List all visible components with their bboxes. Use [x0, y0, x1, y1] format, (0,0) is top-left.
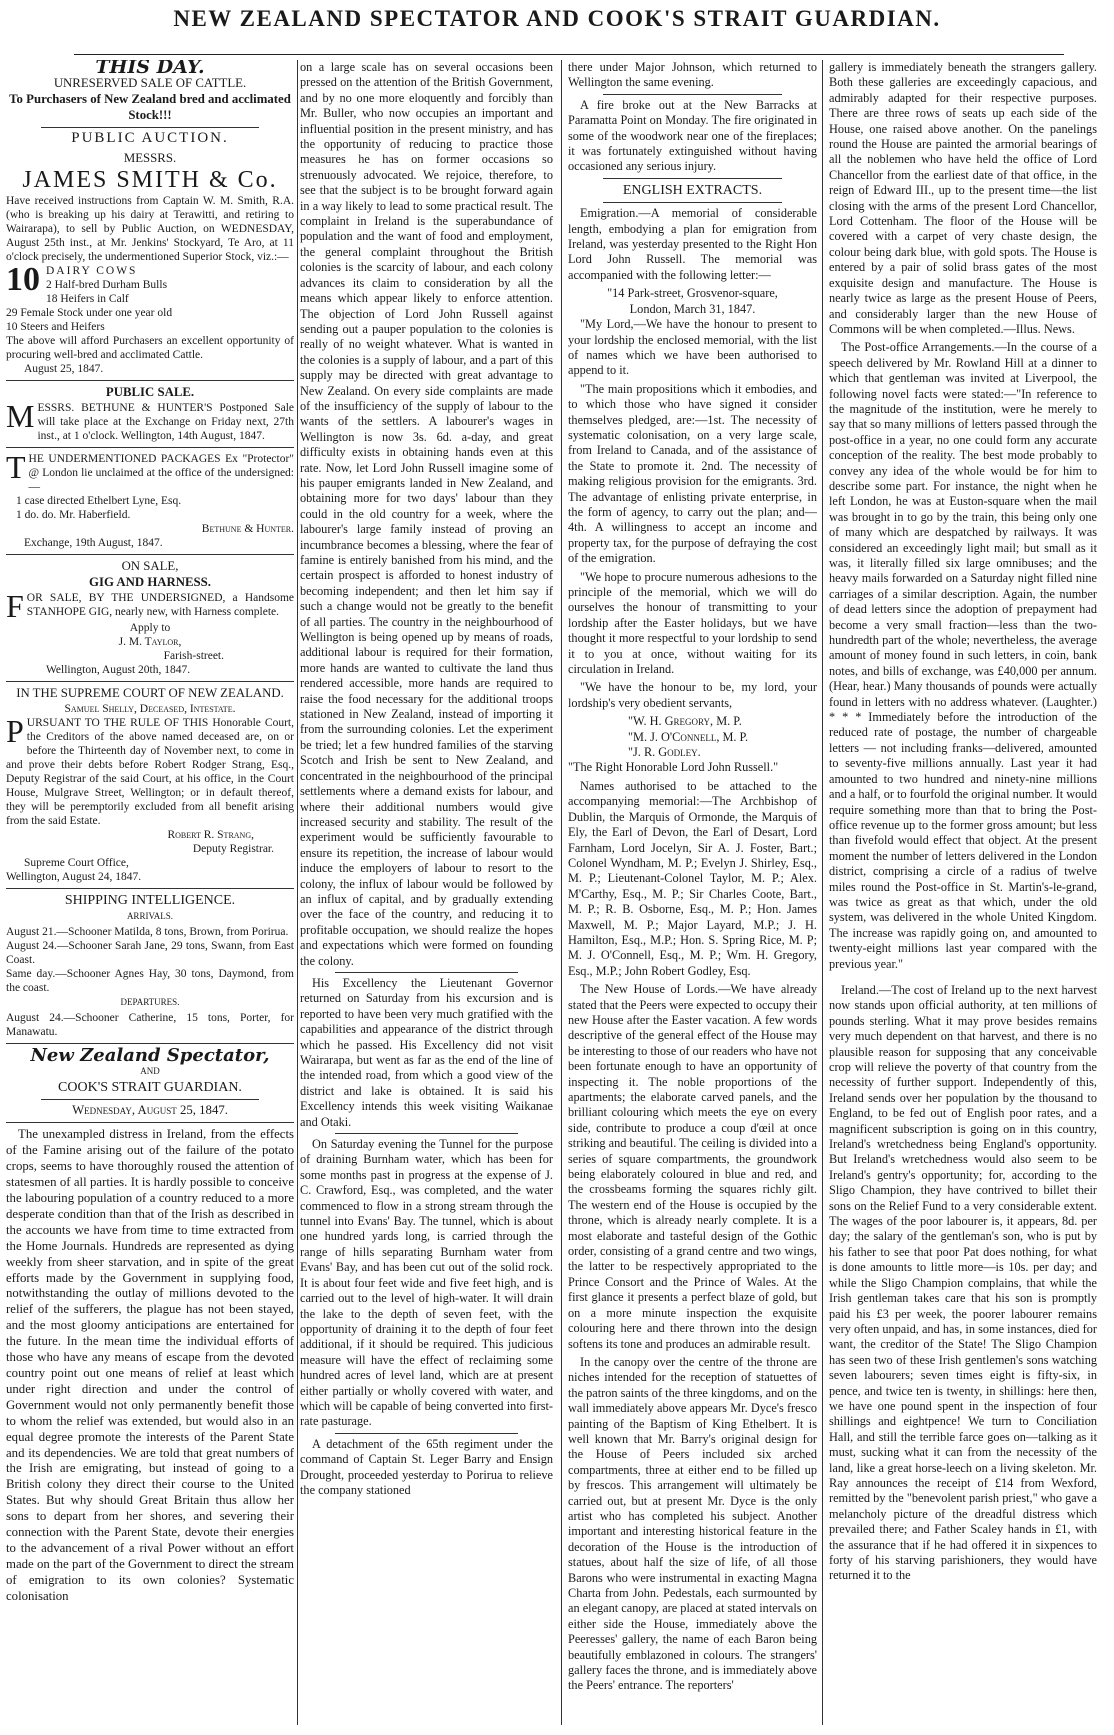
article-paragraph: In the canopy over the centre of the throne are niches intended for the reception of statuettes of the patron saints of the three kingdoms, and on the wall immediately above appears Mr. Dyce's fresco painting of the Baptism of King Ethelbert. It is well known that Mr. Barry's original design for the House of Peers included six arched compartments, three at either end to be filled up by frescos. This arrangement will ultimately be carried out, but at present Mr. Dyce is the only artist who has completed his subject. Another important and interesting historical feature in the decoration of the House is the introduction of statues, about half the size of life, of all those Barons who were instrumental in exacting Magna Charta from John. Pedestals, each surmounted by an elegant canopy, are placed at stated intervals on either side the House, immediately above the Peeresses' gallery, the name of each Baron being beautifully emblazoned in colours. The strangers' gallery faces the throne, and is immediately above the Peers' entrance. The reporters' — [568, 1354, 817, 1693]
auction-closing: The above will afford Purchasers an excellent opportunity of procuring well-bred and acclimated Cattle. — [6, 335, 294, 362]
apply-line: Apply to — [129, 622, 171, 635]
divider — [603, 178, 782, 179]
letter-address: London, March 31, 1847. — [629, 301, 756, 316]
auctioneer-name: JAMES SMITH & Co. — [22, 167, 278, 194]
divider — [6, 447, 294, 448]
packages-signature: Bethune & Hunter. — [201, 523, 294, 536]
gig-signature: J. M. Taylor, — [118, 636, 182, 649]
paper-title: New Zealand Spectator, — [30, 1044, 270, 1066]
article-paragraph: Emigration.—A memorial of considerable length, embodying a plan for emigration from Ireland, was yesterday presented to the Right Hon Lord John Russell. The memorial was accompanied with the following letter:— — [568, 206, 817, 282]
bethune-notice — [6, 398, 294, 443]
arrival-entry: August 24.—Schooner Sarah Jane, 29 tons, Swann, from East Coast. — [6, 939, 294, 966]
paper-and: AND — [140, 1065, 160, 1076]
column-2 — [300, 60, 553, 1725]
divider — [6, 1043, 294, 1044]
auction-notice: Have received instructions from Captain W. M. Smith, R.A. (who is breaking up his dairy at Terawitti, and retiring to Wairarapa), to sell by Public Auction, on WEDNESDAY, August 25th inst., at Mr. Jenkins' Stockyard, Te Aro, at 11 o'clock precisely, the undermentioned Superior Stock, viz.:— — [6, 195, 294, 264]
gig-heading: GIG AND HARNESS. — [89, 575, 211, 590]
column-3 — [568, 60, 817, 1725]
editorial-paragraph: The unexampled distress in Ireland, from the effects of the Famine arising out of the failure of the potato crops, seems to have thoroughly roused the attention of statesmen of all parties. It is hardly possible to conceive the labouring population of a country reduced to a more desperate condition than that of the Irish as described in the accounts we have from time to time extracted from the Home Journals. Hundreds are represented as dying weekly from sheer starvation, and in spite of the great efforts made by the Government in supplying food, notwithstanding the outlay of millions devoted to the relief of the sufferers, the plague has not been stayed, and the most gloomy anticipations are entertained for the future. In the mean time the individual efforts of those who have any means of escape from the devoted country point out one means of relief at least which under right direction and under the control of Government would not only permanently benefit those to whom the relief was extended, but would also in an equal degree promote the interests of the Parent State and its dependencies. We are told that great numbers of the Irish are emigrating, but instead of going to a British colony they direct their course to the United States. But why should Great Britain thus allow her sons to depart from her shores, and severing their connection with the Parent State, devote their energies to the advancement of a rival Power without an effort made on the part of the Government to direct the stream of emigration to its own colonies? Systematic colonisation — [6, 1127, 294, 1603]
article-paragraph: A detachment of the 65th regiment under the command of Captain St. Leger Barry and Ensign Drought, proceeded yesterday to Porirua to relieve the company stationed — [300, 1436, 553, 1497]
column-divider — [561, 60, 562, 1725]
court-date: Wellington, August 24, 1847. — [6, 871, 142, 884]
arrival-entry: August 21.—Schooner Matilda, 8 tons, Brown, from Porirua. — [6, 925, 289, 938]
divider — [335, 1433, 518, 1434]
public-sale-heading: PUBLIC SALE. — [105, 385, 195, 400]
article-paragraph: gallery is immediately beneath the strangers gallery. Both these galleries are exceedingly capacious, and admirably adapted for their respective purposes. There are three rows of seats up each side of the House, one raised above another. On the panelings round the House are painted the armorial bearings of all the noblemen who have held the office of Lord Chancellor from the earliest date of that office, in the reign of Edward III., up to the present time—the list closing with the arms of the present Lord Chancellor, Lord Cottenham. The floor of the House will be covered with a carpet of very chaste design, the colour being dark blue, with gold spots. The House is entered by a pair of solid brass gates of the most exquisite design and manufacture. The House is nearly twice as large as the present House of Peers, and considerably larger than the new House of Commons will be when completed.—Illus. News. — [829, 60, 1097, 336]
court-text: URSUANT TO THE RULE OF THIS Honorable Court, the Creditors of the above named deceased are, on or before the Thirteenth day of November next, to come in and prove their debts before Robert Rodger Strang, Esq., Deputy Registrar of the said Court, at his office, in the Court House, Mulgrave Street, Wellington; or in default thereof, they will be peremptorily excluded from all benefit arising from the said Estate. — [6, 717, 294, 828]
court-signature-title: Deputy Registrar. — [192, 843, 274, 856]
issue-date: Wednesday, August 25, 1847. — [72, 1102, 228, 1117]
divider — [6, 554, 294, 555]
article-paragraph: His Excellency the Lieutenant Governor returned on Saturday from his excursion and is reported to have been very much gratified with the capabilities and appearance of the district through which he passed. His Excellency did not visit Wairarapa, but went as far as the end of the line of the intended road, from which a good view of the district and lake is obtained. It is said his Excellency intends this week visiting Waikanae and Otaki. — [300, 975, 553, 1129]
column-divider — [297, 60, 298, 1725]
stock-item: 18 Heifers in Calf — [46, 293, 129, 306]
divider — [603, 202, 782, 203]
article-paragraph: "We hope to procure numerous adhesions to the principle of the memorial, which we will do ourselves the honour of transmitting to your lordship after the Easter holidays, but we have thought it more respectful to your lordship to send it to you at once, without waiting for its circulation in Ireland. — [568, 569, 817, 677]
column-divider — [822, 60, 823, 1725]
cattle-sale-title: UNRESERVED SALE OF CATTLE. — [53, 75, 247, 90]
divider — [6, 380, 294, 381]
article-paragraph: The New House of Lords.—We have already stated that the Peers were expected to occupy their new House after the Easter vacation. A few words descriptive of the general effect of the House may be interesting to those of our readers who have not been fortunate enough to have an opportunity of inspecting it. The noble proportions of the apartments; the elaborate carved panels, and the brilliant colouring which meets the eye on every side, contribute to produce a coup d'œil at once striking and beautiful. The ceiling is divided into a series of square compartments, the groundwork being elaborately coloured in blue and red, and the crossbeams forming the squares richly gilt. The western end of the House is occupied by the throne, which is already nearly complete. It is a most elaborate and tasteful design of the Gothic order, consisting of a grand centre and two wings, the latter to be respectively appropriated to the Prince Consort and the Prince of Wales. At the first glance it presents a perfect blaze of gold, but on a more minute inspection the exquisite colouring here and there thrown into the design softens its tone and produces an admirable result. — [568, 982, 817, 1351]
divider — [6, 681, 294, 682]
departures-heading: DEPARTURES. — [120, 996, 180, 1007]
shipping-heading: SHIPPING INTELLIGENCE. — [64, 893, 236, 909]
gig-notice — [6, 588, 294, 625]
article-paragraph: on a large scale has on several occasions been pressed on the attention of the British Government, and by no one more eloquently and forcibly than Mr. Buller, who now occupies an important and influential position in the present ministry, and has the opportunity of reducing to practice those measures he has on former occasions so strenuously advocated. We rejoice, therefore, to see that the subject is to be brought forward again in a way likely to lead to some practical result. The complaint in Ireland is the superabundance of population and the want of food and employment, the general complaint throughout the British colonies is the scarcity of labour, and each colony advances its claim to consideration by all the means which appear likely to enforce attention. The objection of Lord John Russell against sending out a pauper population to the colonies is really of no weight whatever. What is wanted in the colonies is a supply of labour, and a part of this supply may be directed with great advantage to New Zealand. On every side complaints are made of the insufficiency of the supply of labour to the wants of the settlers. A labourer's wages in Wellington is now 3s. 6d. a-day, and great difficulty exists in obtaining hands even at this rate. Now, let Lord John Russell imagine some of his pauper emigrants landed in New Zealand, and obtaining more for two days' labour than they could in the old country for a week, where the labourer's large family instead of proving an incumbrance becomes a blessing, where the fear of famine is entirely banished from his mind, and the certain prospect is afforded to honest industry of becoming independent; and then let him say if such a change would not be greatly to the benefit of all parties. The country in the neighbourhood of Wellington is being opened up by means of roads, additional labour is required for their formation, more hands are wanted to cultivate the land thus rendered accessible, more hands are required to raise the food necessary for the additional troops stationed in New Zealand, instead of importing it from the surrounding colonies. Let the experiment be tried; let a few hundred families of the starving Scotch and Irish be sent to New Zealand, and concentrated in the neighbourhood of the principal settlements where a demand exists for labour, and where their additional numbers would give increased security and stability. The result of the experiment would be sufficiently favourable to ensure its repetition, the increase of labour would induce the employers of labour to resort to the colony, the influx of labour would be followed by an influx of capital, and by gradually extending over the face of the country, and reducing it to profitable occupation, we should realize the hopes and expectations which were formed on founding the colony. — [300, 60, 553, 968]
bethune-text: ESSRS. BETHUNE & HUNTER'S Postponed Sale will take place at the Exchange on Friday next, 27th inst., at 1 o'clock. Wellington, 14th August, 1847. — [37, 402, 294, 443]
arrival-entry: Same day.—Schooner Agnes Hay, 30 tons, Daymond, from the coast. — [6, 967, 294, 994]
stock-list — [6, 261, 294, 334]
estate-line: Samuel Shelly, Deceased, Intestate. — [64, 703, 236, 716]
drop-cap: T — [6, 449, 26, 486]
gig-date: Wellington, August 20th, 1847. — [46, 664, 191, 677]
court-notice — [6, 713, 294, 828]
departure-entry: August 24.—Schooner Catherine, 15 tons, Porter, for Manawatu. — [6, 1011, 294, 1038]
article-paragraph: On Saturday evening the Tunnel for the purpose of draining Burnham water, which has been for some months past in progress at the expense of J. C. Crawford, Esq., was completed, and the water commenced to flow in a strong stream through the tunnel into Evans' Bay. The tunnel, which is about one hundred yards long, is carried through the range of hills separating Burnham water from Evans' Bay, and has been cut out of the solid rock. It is about four feet wide and five feet high, and is carried out to the level of high-water. It will drain the lake to the depth of seven feet, with the opportunity of draining it to the depth of four feet additional, if it should be required. This judicious measure will have the effect of reclaiming some hundred acres of level land, which are at present either partially or wholly covered with water, and which will be capable of being converted into first-rate pasturage. — [300, 1137, 553, 1429]
paper-subtitle: COOK'S STRAIT GUARDIAN. — [58, 1079, 242, 1095]
stock-count: 10 — [6, 261, 40, 299]
letter-signature: "W. H. Gregory, M. P. — [628, 714, 742, 729]
stock-item: 29 Female Stock under one year old — [6, 307, 173, 320]
stock-item: DAIRY COWS — [46, 265, 138, 278]
article-paragraph: A fire broke out at the New Barracks at Paramatta Point on Monday. The fire originated in some of the woodwork near one of the fireplaces; it was fortunately extinguished without having occasioned any serious injury. — [568, 97, 817, 174]
article-paragraph: Names authorised to be attached to the accompanying memorial:—The Archbishop of Dublin, the Marquis of Ormonde, the Marquis of Ely, the Earl of Devon, the Earl of Desart, Lord Farnham, Lord Jocelyn, Sir A. J. Foster, Bart.; Colonel Wyndham, M. P.; Evelyn J. Shirley, Esq., M. P.; Lieutenant-Colonel Taylor, M. P.; Alex. M'Carthy, Esq., M. P.; Sir Charles Coote, Bart., M. P.; R. B. Osborne, Esq., M. P.; Hon. James Maxwell, M. P.; Major Layard, M.P.; J. H. Hamilton, Esq., M.P.; Hon. S. Spring Rice, M. P; M. J. O'Connell, Esq., M. P.; Wm. H. Gregory, Esq., M.P.; John Robert Godley, Esq. — [568, 778, 817, 978]
drop-cap: F — [6, 588, 24, 625]
drop-cap: P — [6, 713, 24, 750]
article-paragraph: "My Lord,—We have the honour to present to your lordship the enclosed memorial, with the list of names which we have been authorised to append to it. — [568, 317, 817, 378]
divider — [6, 888, 294, 889]
column-4 — [829, 60, 1097, 1725]
package-item: 1 do. do. Mr. Haberfield. — [16, 509, 131, 522]
divider — [335, 972, 518, 973]
letter-signature: "J. R. Godley. — [628, 745, 701, 760]
drop-cap: M — [6, 398, 35, 435]
divider — [41, 127, 259, 128]
divider — [335, 1133, 518, 1134]
this-day-heading: THIS DAY. — [95, 60, 205, 78]
package-item: 1 case directed Ethelbert Lyne, Esq. — [16, 495, 182, 508]
gig-address: Farish-street. — [163, 650, 224, 663]
public-auction-heading: PUBLIC AUCTION. — [71, 129, 229, 146]
arrivals-heading: ARRIVALS. — [126, 910, 174, 921]
column-1 — [6, 60, 294, 1725]
divider — [603, 94, 782, 95]
divider — [41, 1099, 259, 1100]
article-paragraph: there under Major Johnson, which returned to Wellington the same evening. — [568, 60, 817, 90]
court-office: Supreme Court Office, — [24, 857, 129, 870]
article-paragraph: The Post-office Arrangements.—In the course of a speech delivered by Mr. Rowland Hill at a dinner to which that gentleman was invited at Liverpool, the following novel facts were stated:—"In reference to the magnitude of the institution, were he merely to say that so many millions of letters passed through the post-office in a year, no one could form any accurate conception of the reality. The best mode probably to convey any idea of the whole would be for him to describe some part. For instance, the night when he left London, he was at Euston-square when the mail was brought in to go by the train, this being only one of many which are despatched by railways. It was considered an exceedingly light mail; but small as it was, it literally filled six large omnibuses; and the heavy mails forwarded on a Saturday night filled nine carriages of a similar description. Again, the number of dead letters since the adoption of prepayment had become a very small fraction—less than the two-hundredth part of the whole; nevertheless, the average amount of money found in such letters, in coin, bank notes, and bills of exchange, was £40,000 per annum. (Hear, hear.) Many thousands of pounds were actually found in letters with no address whatever. (Laughter.) * * * Immediately before the introduction of the reduced rate of postage, the number of chargeable letters — not including franks—delivered, amounted to seventy-five millions annually. Last year it had amounted to two hundred and ninety-nine millions and a half, or to fourfold the original number. It would require something more than that to bring the Post-office revenue up to the former gross amount; but less than fivefold would effect that object. At the present moment the number of letters delivered in the London district, comprising a circle of a radius of twelve miles round the Post-office in St. Martin's-le-grand, was twice as great as that which, under the old system, was delivered in the whole United Kingdom. The increase was rapidly going on, and amounted to twenty-eight millions last year compared with the previous year." — [829, 340, 1097, 971]
article-paragraph: "The main propositions which it embodies, and to which those who have signed it consider themselves pledged, are:—1st. The necessity of systematic colonisation, on a very large scale, from Ireland to Canada, and of the assistance of the State to promote it. 2nd. The necessity of making religious provision for the emigrants. 3rd. The advantage of enlisting private enterprise, in the form of agency, to carry out the plan; and—4th. A willingness to accept an income and property tax, for the purpose of defraying the cost of the emigration. — [568, 381, 817, 566]
court-heading: IN THE SUPREME COURT OF NEW ZEALAND. — [16, 686, 284, 701]
masthead-rule — [74, 54, 1064, 55]
stock-item: 2 Half-bred Durham Bulls — [46, 279, 168, 292]
article-paragraph: "The Right Honorable Lord John Russell." — [568, 760, 779, 775]
messrs-line: MESSRS. — [123, 150, 177, 165]
packages-text: HE UNDERMENTIONED PACKAGES Ex "Protector" @ London lie unclaimed at the office of the undersigned:— — [28, 453, 294, 494]
spacer — [829, 975, 1097, 983]
article-paragraph: "We have the honour to be, my lord, your lordship's very obedient servants, — [568, 680, 817, 710]
purchasers-line: To Purchasers of New Zealand bred and acclimated Stock!!! — [9, 91, 291, 122]
packages-notice — [6, 449, 294, 494]
section-heading: ENGLISH EXTRACTS. — [622, 182, 763, 198]
divider — [6, 1122, 294, 1123]
court-signature: Robert R. Strang, — [167, 829, 254, 842]
letter-address: "14 Park-street, Grosvenor-square, — [607, 286, 778, 301]
on-sale-heading: ON SALE, — [121, 559, 179, 574]
packages-date: Exchange, 19th August, 1847. — [24, 537, 163, 550]
stock-item: 10 Steers and Heifers — [6, 321, 105, 334]
letter-signature: "M. J. O'Connell, M. P. — [628, 729, 749, 744]
auction-date: August 25, 1847. — [24, 363, 104, 376]
article-paragraph: Ireland.—The cost of Ireland up to the next harvest now stands upon official authority, at ten millions of pounds sterling. What it may prove besides remains very much dependent on that harvest, and there is no plausible reason for supposing that any conceivable crop will relieve the poverty of that country from the necessity of further support. Independently of this, Ireland sends over her population by the thousand to England, to be fed out of English poor rates, and a magnificent subscription is going on in this country, Ireland's wretchedness being England's opportunity. But Ireland's wretchedness would also seem to be Ireland's gentry's opportunity; for, according to the Sligo Champion, they have contrived to billet their sons on the Relief Fund to a very considerable extent. The wages of the poor labourer is, it appears, 8d. per day; the salary of the gentleman's son, who is put by his father to see that poor Pat does nothing, for what is done amounts to little more—is 10s. per day; and while the Sligo Champion complains, that while the Irish gentleman takes care that his son is promptly paid his £3 per week, the poorer labourer remains very often unpaid, and has, in some instances, died for want, the creditor of the State! The Sligo Champion has seen two of these Irish gentlemen's sons watching seven labourers; seven times eight is fifty-six, in pence, and twice ten is twenty, in shillings: here then, we have one pound spent in the inspection of four shillings and eightpence! We turn to Conciliation Hall, and still the terrible farce goes on—talking as it must, sucking what it can from the necessity of the land, like a great horse-leech on a living skeleton. Mr. Ray announces the receipt of £14 from Wexford, remitted by the "benevolent parish priest," who gave a melancholy picture of the dreadful distress which prevailed there; and Father Scaley hands in £1, with the assurance that if he had offered it in sixpences to forty of his starving parishioners, they would have returned it to the — [829, 982, 1097, 1583]
gig-text: OR SALE, BY THE UNDERSIGNED, a Handsome STANHOPE GIG, nearly new, with Harness complete. — [26, 592, 294, 619]
masthead: NEW ZEALAND SPECTATOR AND COOK'S STRAIT GUARDIAN. — [173, 6, 941, 31]
